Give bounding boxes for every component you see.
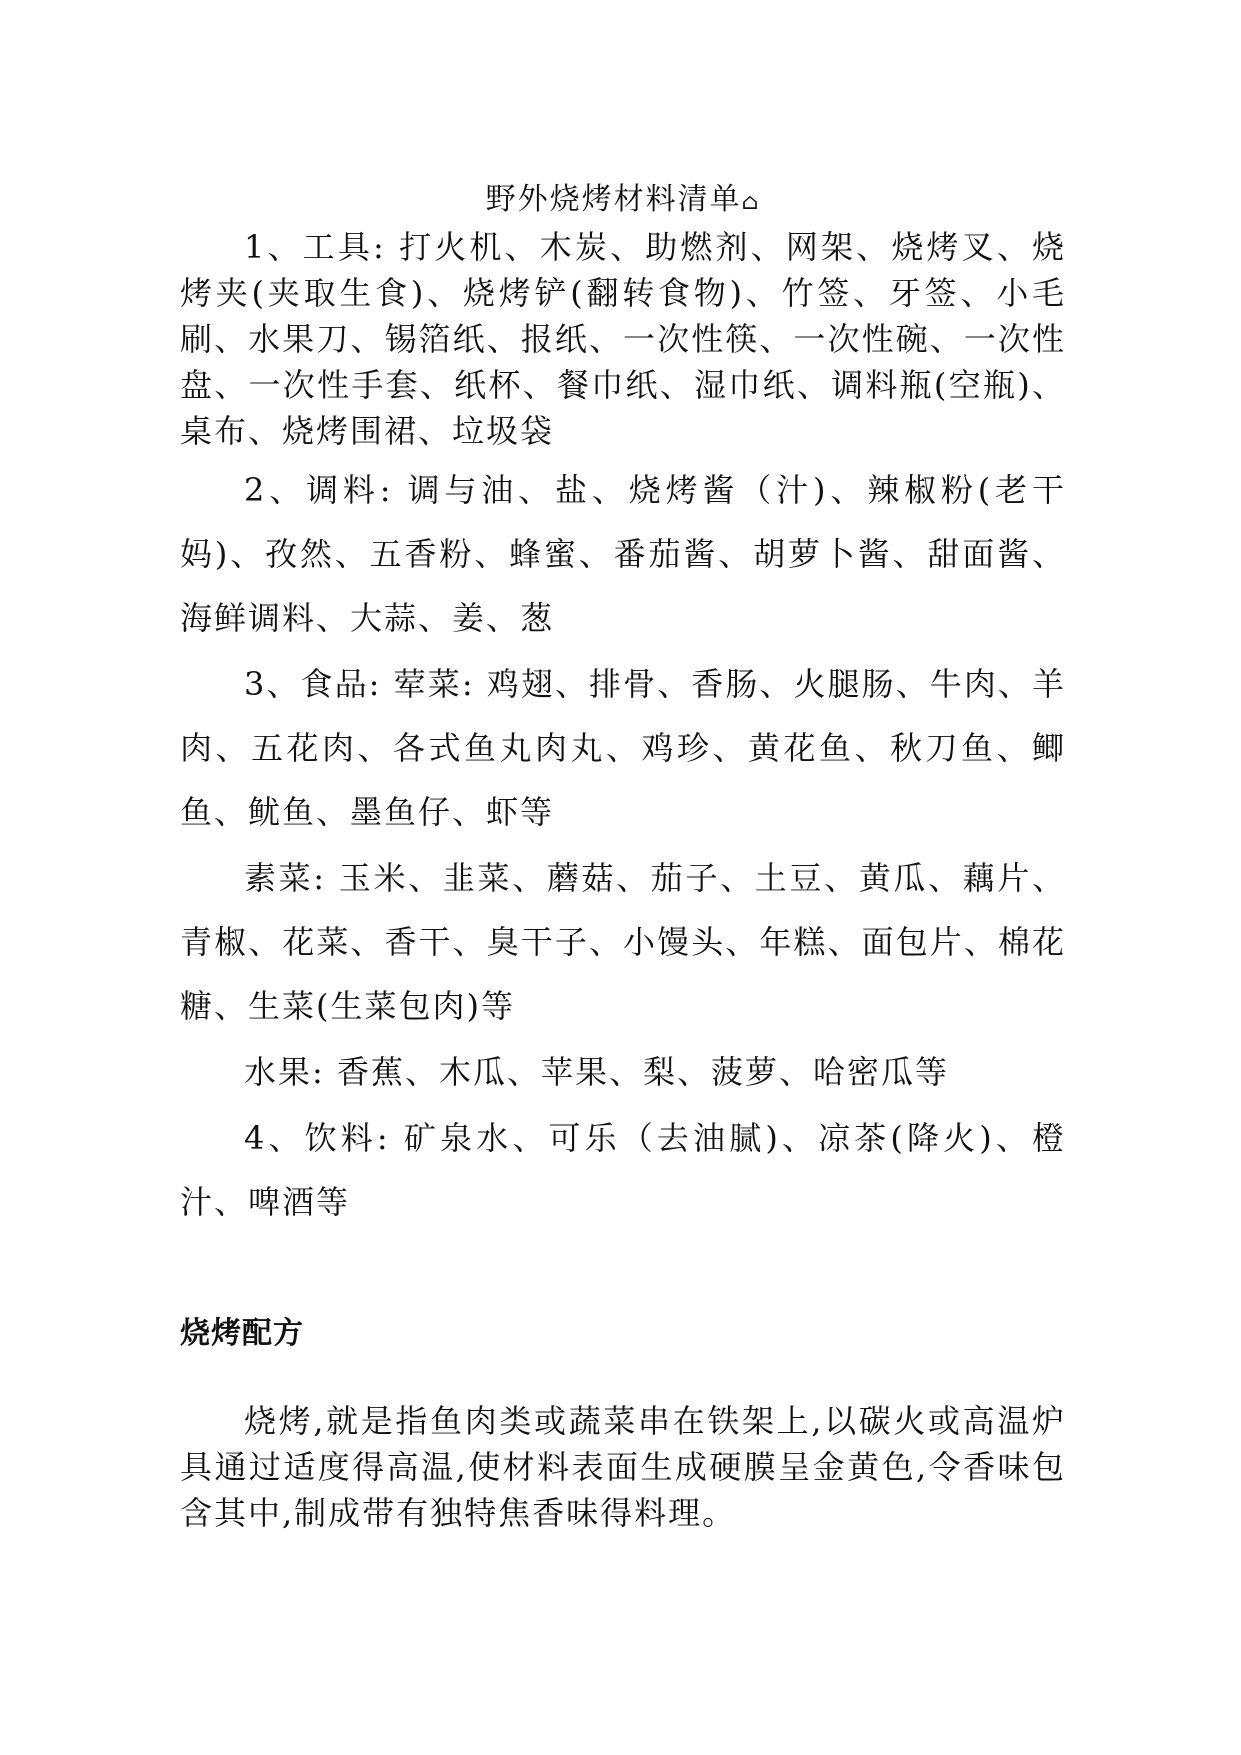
intro-paragraph: 烧烤,就是指鱼肉类或蔬菜串在铁架上,以碳火或高温炉具通过适度得高温,使材料表面生成硬膜呈金黄色,令香味包含其中,制成带有独特焦香味得料理。 [180,1402,1066,1532]
document-title-text: 野外烧烤材料清单 [485,182,742,217]
drinks-paragraph: 4、饮料: 矿泉水、可乐（去油腻)、凉茶(降火)、橙汁、啤酒等 [180,1119,1066,1221]
meat-paragraph: 3、食品: 荤菜: 鸡翅、排骨、香肠、火腿肠、牛肉、羊肉、五花肉、各式鱼丸肉丸、鸡珍、黄花鱼、秋刀鱼、鲫鱼、鱿鱼、墨鱼仔、虾等 [180,665,1066,831]
section-heading: 烧烤配方 [180,1316,304,1351]
vegetables-paragraph: 素菜: 玉米、韭菜、蘑菇、茄子、土豆、黄瓜、藕片、青椒、花菜、香干、臭干子、小馒头、年糕、面包片、棉花糖、生菜(生菜包肉)等 [180,859,1066,1025]
fruit-paragraph: 水果: 香蕉、木瓜、苹果、梨、菠萝、哈密瓜等 [244,1053,949,1091]
seasoning-paragraph: 2、调料: 调与油、盐、烧烤酱（汁)、辣椒粉(老干妈)、孜然、五香粉、蜂蜜、番茄酱、胡萝卜酱、甜面酱、海鲜调料、大蒜、姜、葱 [180,471,1066,637]
document-title [180,178,1066,225]
paragraph-mark-icon: ⌂ [741,190,761,215]
tools-paragraph: 1、工具: 打火机、木炭、助燃剂、网架、烧烤叉、烧烤夹(夹取生食)、烧烤铲(翻转食物)、竹签、牙签、小毛刷、水果刀、锡箔纸、报纸、一次性筷、一次性碗、一次性盘、一次性手套、纸杯、餐巾纸、湿巾纸、调料瓶(空瓶)、桌布、烧烤围裙、垃圾袋 [180,228,1066,450]
